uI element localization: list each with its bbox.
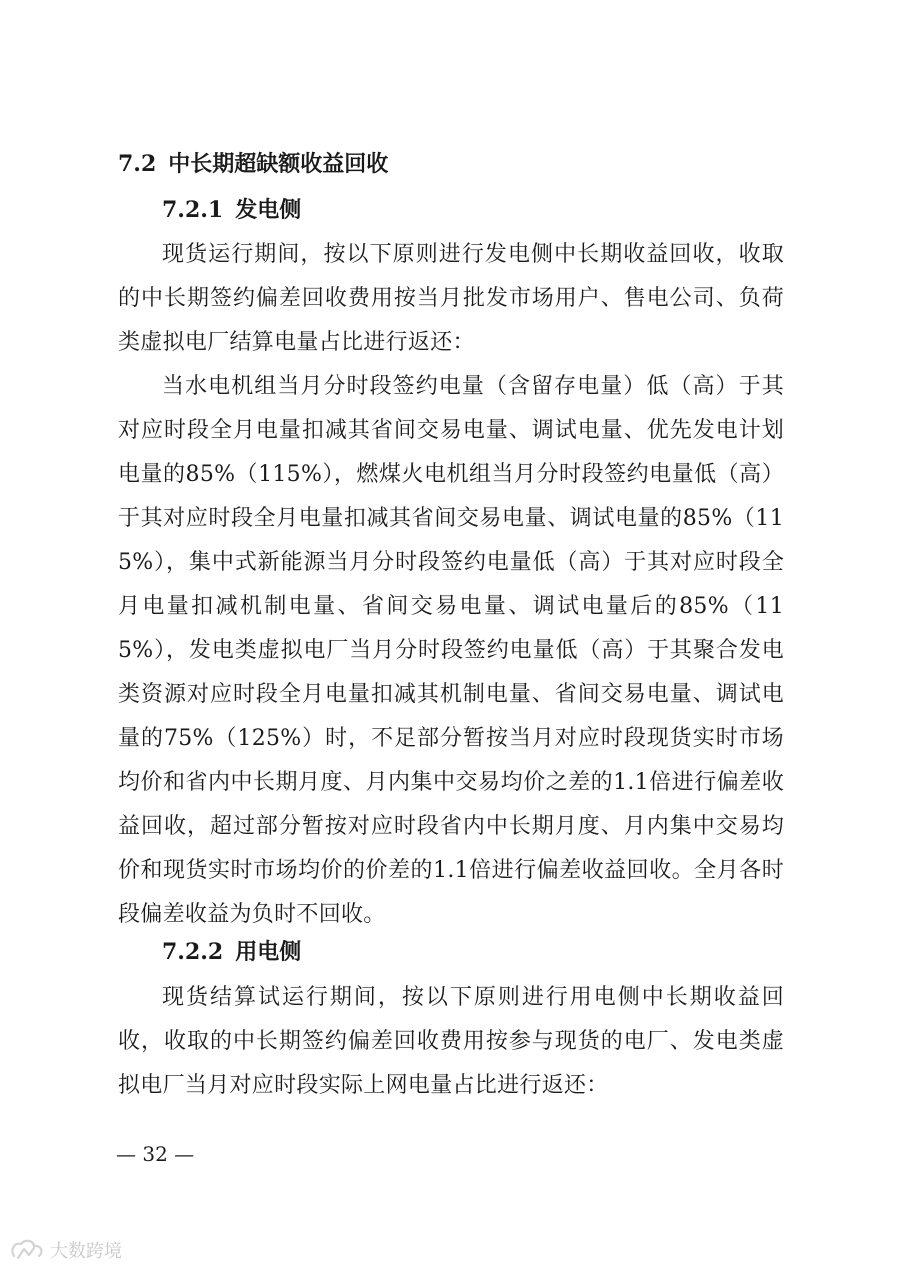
subsection-number: 7.2.1 — [162, 197, 224, 223]
section-heading — [118, 148, 798, 180]
body-paragraph: 现货运行期间，按以下原则进行发电侧中长期收益回收，收取的中长期签约偏差回收费用按当月批发市场用户、售电公司、负荷类虚拟电厂结算电量占比进行返还： — [118, 242, 784, 355]
subsection-number: 7.2.2 — [162, 939, 224, 965]
section-number: 7.2 — [118, 151, 157, 177]
body-paragraph: 现货结算试运行期间，按以下原则进行用电侧中长期收益回收，收取的中长期签约偏差回收费用按参与现货的电厂、发电类虚拟电厂当月对应时段实际上网电量占比进行返还： — [118, 985, 784, 1098]
watermark-logo-icon — [8, 1236, 46, 1264]
subsection-title: 发电侧 — [235, 197, 302, 223]
subsection-title: 用电侧 — [235, 939, 302, 965]
page-number: — 32 — — [116, 1142, 195, 1166]
watermark — [8, 1236, 122, 1264]
watermark-text: 大数跨境 — [50, 1241, 122, 1262]
body-paragraph: 当水电机组当月分时段签约电量（含留存电量）低（高）于其对应时段全月电量扣减其省间交易电量、调试电量、优先发电计划电量的85%（115%），燃煤火电机组当月分时段签约电量低（高）于其对应时段全月电量扣减其省间交易电量、调试电量的85%（115%），集中式新能源当月分时段签约电量低（高）于其对应时段全月电量扣减机制电量、省间交易电量、调试电量后的85%（115%），发电类虚拟电厂当月分时段签约电量低（高）于其聚合发电类资源对应时段全月电量扣减其机制电量、省间交易电量、调试电量的75%（125%）时，不足部分暂按当月对应时段现货实时市场均价和省内中长期月度、月内集中交易均价之差的1.1倍进行偏差收益回收，超过部分暂按对应时段省内中长期月度、月内集中交易均价和现货实时市场均价的价差的1.1倍进行偏差收益回收。全月各时段偏差收益为负时不回收。 — [118, 374, 784, 927]
subsection-heading — [162, 936, 798, 968]
subsection-heading — [162, 194, 798, 226]
section-title: 中长期超缺额收益回收 — [168, 151, 389, 177]
